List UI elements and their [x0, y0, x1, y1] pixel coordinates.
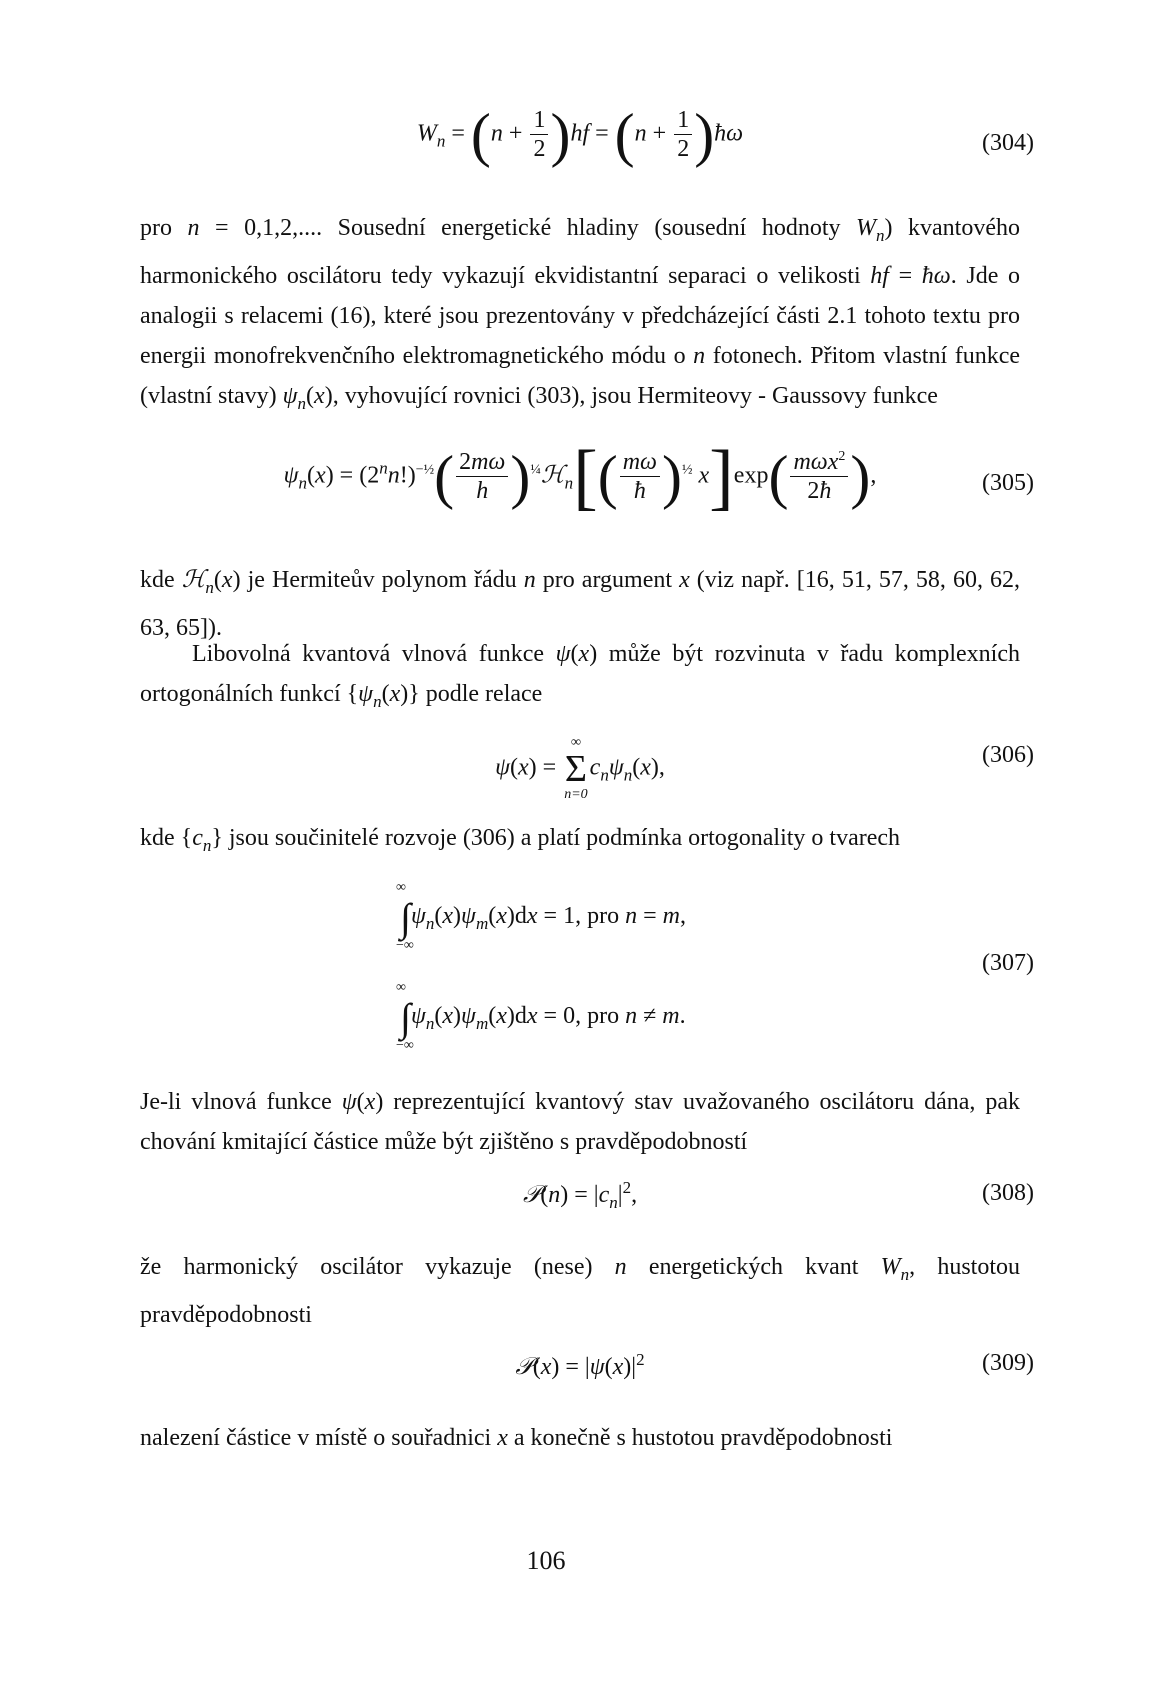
equation-number-307: (307)	[982, 950, 1034, 976]
paragraph-probability: Je-li vlnová funkce ψ(x) reprezentující kvantový stav uvažovaného oscilátoru dána, pak chování kmitající částice může být zjištěno s pravděpodobností	[140, 1089, 1021, 1155]
orthogonality-condition-unequal: $\int\psi_n(x)\psi_m(x)dx = 0$, pro n ≠ m.	[400, 995, 686, 1040]
equation-number-308: (308)	[982, 1180, 1034, 1206]
paragraph-energy-levels: pro n = 0,1,2,.... Sousední energetické hladiny (sousední hodnoty $W_n$) kvantového harmonického oscilátoru tedy vykazují ekvidistantní separaci o velikosti hf = ħω. Jde o analogii s relacemi (16), které jsou prezentovány v předcházející části 2.1 tohoto textu pro energii monofrekvenčního elektromagnetického módu o n fotonech. Přitom vlastní funkce (vlastní stavy) $\psi_n(x)$, vyhovující rovnici (303), jsou Hermiteovy - Gaussovy funkce	[140, 215, 1020, 413]
equation-304: $W_n = (n$ + $\frac{1}{2}$ )hf = (n + $\frac{1}{2}$ )ħω	[416, 102, 744, 168]
equation-number-306: (306)	[982, 742, 1034, 768]
page-number: 106	[526, 1546, 566, 1575]
paragraph-coefficients: kde $\{c_n\}$ jsou součinitelé rozvoje (306) a platí podmínka ortogonality o tvarech	[140, 825, 901, 855]
equation-306: ψ(x) = ∞ Σ n=0 $c_n\psi_n(x)$,	[495, 735, 665, 802]
paragraph-energy-quanta: že harmonický oscilátor vykazuje (nese) n energetických kvant $W_n$, hustotou pravděpodobnosti	[140, 1254, 1020, 1328]
equation-number-309: (309)	[982, 1350, 1034, 1376]
paragraph-expansion: Libovolná kvantová vlnová funkce ψ(x) může být rozvinuta v řadu komplexních ortogonálních funkcí $\{\psi_n(x)\}$ podle relace	[140, 641, 1020, 711]
equation-number-304: (304)	[982, 130, 1034, 156]
equation-308: 𝒫(n) = $|c_n|^2$,	[522, 1178, 638, 1212]
orthogonality-condition-equal: $\int\psi_n(x)\psi_m(x)dx = 1$, pro n = m,	[400, 895, 686, 940]
paragraph-hermite-polynomial: kde ℋ$_n$(x) je Hermiteův polynom řádu n pro argument x (viz např. [16, 51, 57, 58, 60, 62, 63, 65]).	[140, 567, 1021, 641]
equation-number-305: (305)	[982, 470, 1034, 496]
equation-305: $\psi_n(x) = (2^nn!)^{-\frac{1}{2}}$( $\frac{2m\omega}{h}$ )$^{\frac{1}{4}}$ℋ$_n$[( $\frac{m\omega}{ħ}$ )$^{\frac{1}{2}}$ x]exp( $\frac{m\omega x^2}{2ħ}$ ),	[283, 436, 877, 518]
paragraph-position: nalezení částice v místě o souřadnici x a konečně s hustotou pravděpodobnosti	[140, 1425, 893, 1451]
equation-309: 𝒫(x) = $|\psi(x)|^2$	[515, 1350, 645, 1380]
